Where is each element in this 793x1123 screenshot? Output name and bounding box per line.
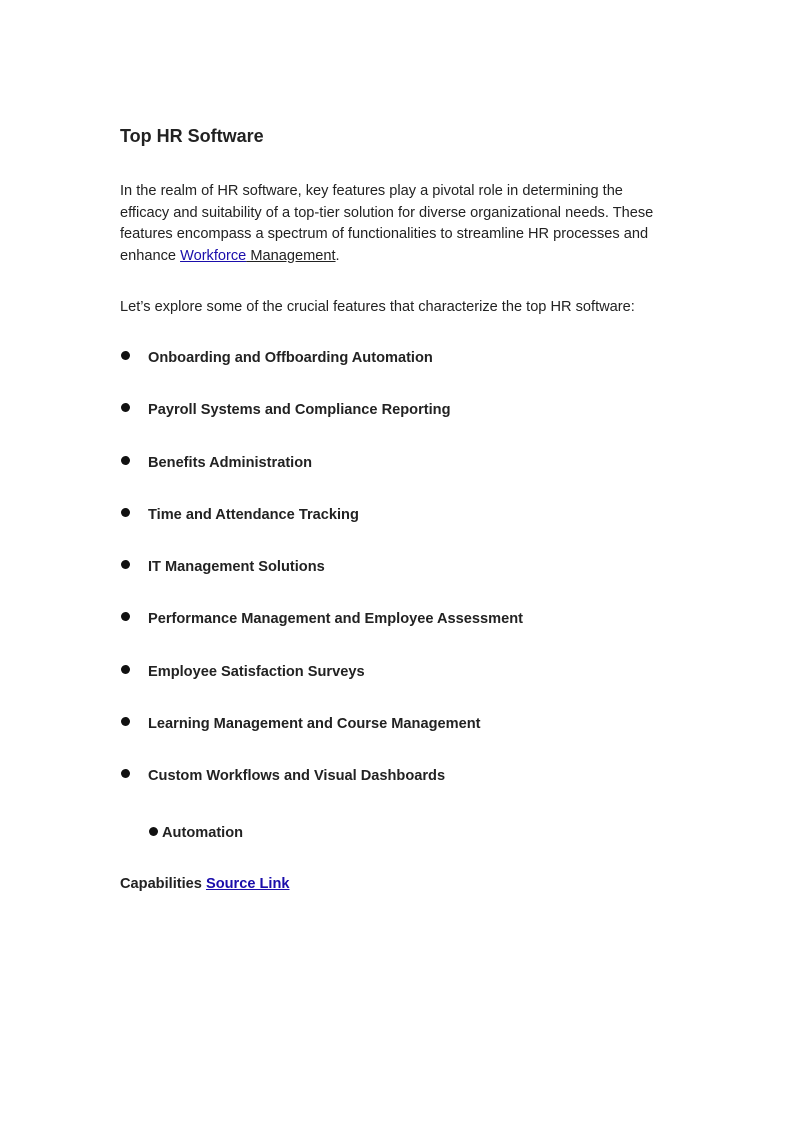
feature-label: Payroll Systems and Compliance Reporting [148,402,451,419]
bullet-icon [149,827,158,836]
feature-label: Onboarding and Offboarding Automation [148,350,433,366]
source-link[interactable]: Source Link [205,876,290,892]
source-label: Capabilities [120,876,206,892]
feature-label: IT Management Solutions [148,559,325,576]
bullet-icon [121,612,130,621]
bullet-icon [121,717,130,726]
bullet-icon [121,560,130,569]
bullet-icon [121,351,130,360]
source-line [120,876,290,892]
feature-label: Benefits Administration [148,454,313,471]
bullet-icon [121,456,130,465]
workforce-link[interactable]: Workforce [180,247,247,264]
explore-paragraph: Let’s explore some of the crucial features that characterize the top HR software: [120,299,635,315]
feature-label: Time and Attendance Tracking [148,506,359,523]
feature-label: Performance Management and Employee Assessment [148,611,523,628]
intro-end-text: . [335,247,340,264]
intro-paragraph [120,181,665,267]
bullet-icon [121,508,130,517]
feature-label: Learning Management and Course Management [148,716,481,733]
feature-label: Employee Satisfaction Surveys [148,663,365,680]
bullet-icon [121,403,130,412]
page-title: Top HR Software [120,126,264,146]
management-link[interactable]: Management [246,247,336,264]
bullet-icon [121,769,130,778]
bullet-icon [121,665,130,674]
feature-label: Custom Workflows and Visual Dashboards [148,768,446,785]
intro-text: In the realm of HR software, key features play a pivotal role in determining the efficacy and suitability of a top-tier solution for diverse organizational needs. These features encompass a spectrum of functionalities to streamline HR processes and enhance [120,183,654,264]
sub-feature-label: Automation [162,825,244,841]
